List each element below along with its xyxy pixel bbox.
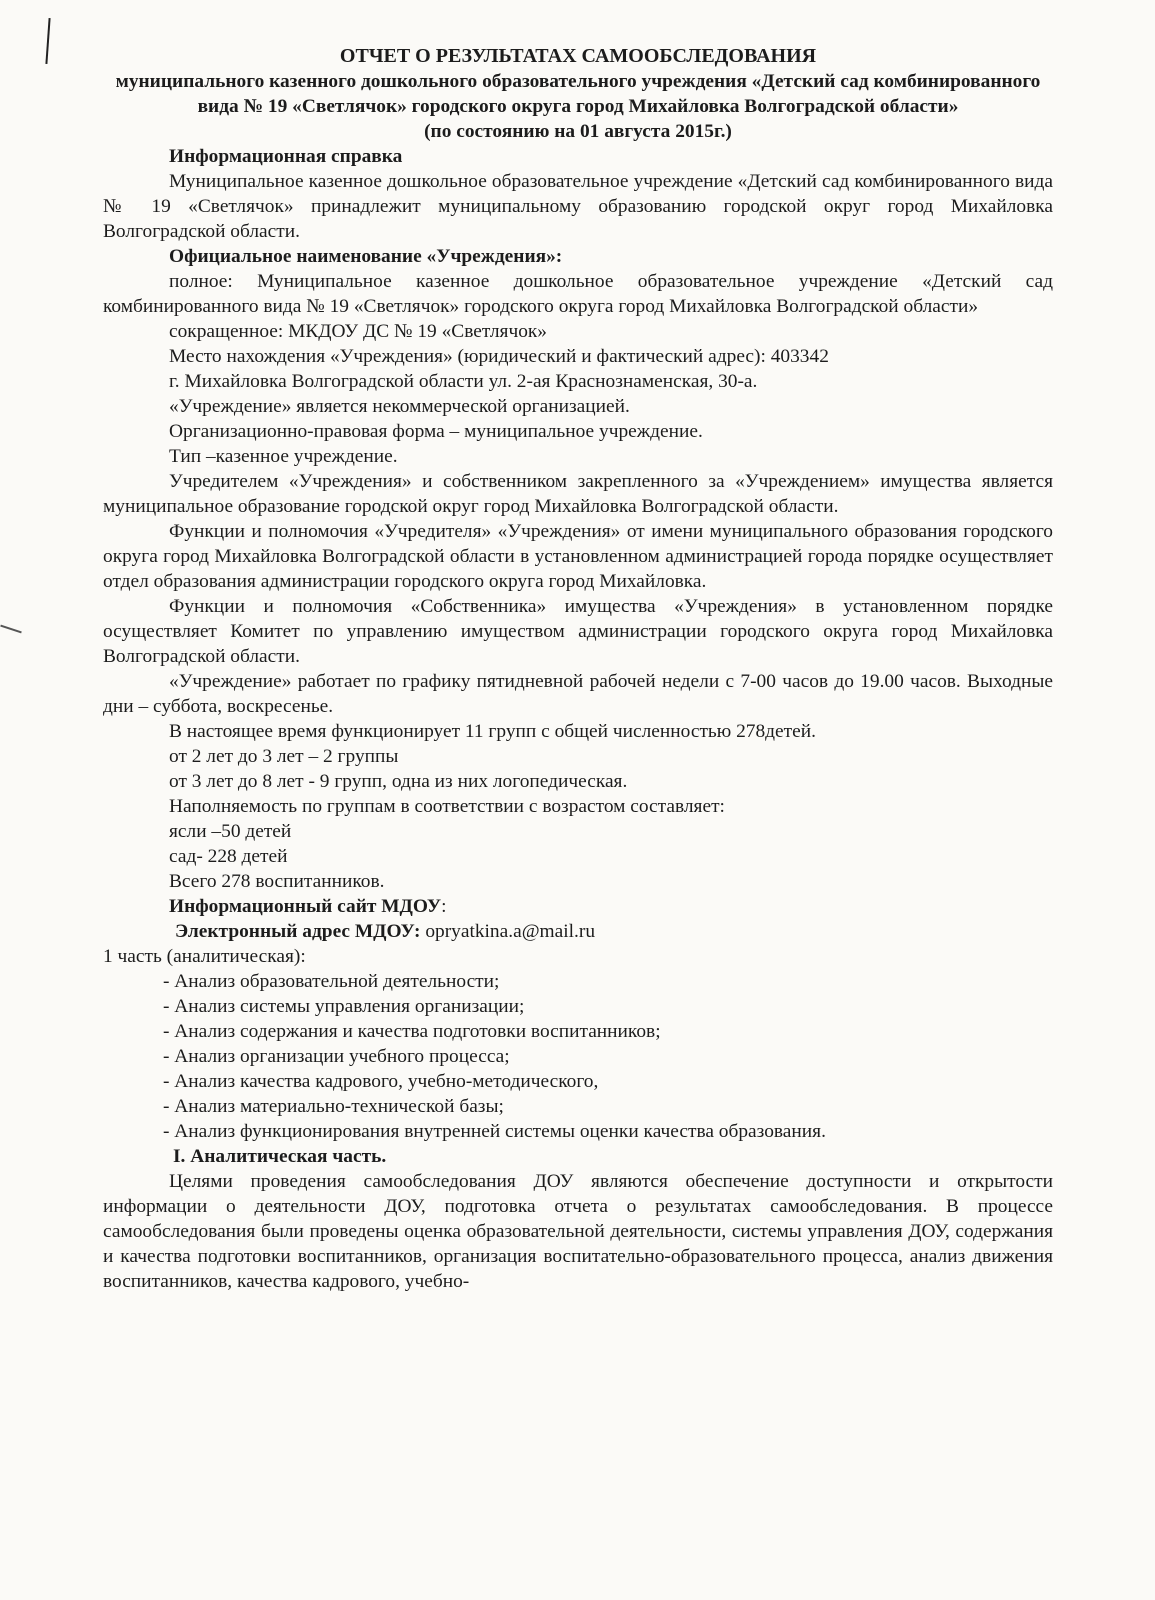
email-line (103, 919, 1053, 944)
list-item: - Анализ качества кадрового, учебно-методического, (163, 1071, 599, 1092)
email-label: Электронный адрес МДОУ: (175, 921, 421, 942)
analytic-list (103, 969, 1053, 1144)
nursery-count: ясли –50 детей (169, 821, 292, 842)
document-header (103, 44, 1053, 144)
info-paragraph: Муниципальное казенное дошкольное образовательное учреждение «Детский сад комбинированного вида № 19 «Светлячок» принадлежит муниципальному образованию городской округ город Михайловка Волгоградской области. (103, 171, 1053, 242)
noncommercial-status: «Учреждение» является некоммерческой организацией. (169, 396, 630, 417)
info-heading: Информационная справка (169, 146, 403, 167)
location: Место нахождения «Учреждения» (юридический и фактический адрес): 403342 (169, 346, 829, 367)
section-1-paragraph: Целями проведения самообследования ДОУ являются обеспечение доступности и открытости информации о деятельности ДОУ, подготовка отчета о результатах самообследования. В процессе самообследования были проведены оценка образовательной деятельности, системы управления ДОУ, содержания и качества подготовки воспитанников, организация воспитательно-образовательного процесса, анализ движения воспитанников, качества кадрового, учебно- (103, 1171, 1053, 1292)
analytic-list-intro: 1 часть (аналитическая): (103, 946, 306, 967)
list-item: - Анализ организации учебного процесса; (163, 1046, 510, 1067)
document-body (103, 44, 1053, 1294)
list-item: - Анализ системы управления организации; (163, 996, 525, 1017)
email-value: opryatkina.a@mail.ru (420, 921, 596, 942)
scan-edge-mark (0, 625, 22, 634)
garden-count: сад- 228 детей (169, 846, 288, 867)
report-date: (по состоянию на 01 августа 2015г.) (424, 121, 732, 142)
institution-type: Тип –казенное учреждение. (169, 446, 398, 467)
website-label: Информационный сайт МДОУ (169, 896, 442, 917)
owner-functions-paragraph: Функции и полномочия «Собственника» имущества «Учреждения» в установленном порядке осуществляет Комитет по управлению имуществом администрации городского округа город Михайловка Волгоградской области. (103, 596, 1053, 667)
report-subtitle: муниципального казенного дошкольного образовательного учреждения «Детский сад комбинированного вида № 19 «Светлячок» городского округа город Михайловка Волгоградской области» (115, 71, 1041, 117)
schedule-paragraph: «Учреждение» работает по графику пятидневной рабочей недели с 7-00 часов до 19.00 часов. Выходные дни – суббота, воскресенье. (103, 671, 1053, 717)
groups-total: В настоящее время функционирует 11 групп с общей численностью 278детей. (169, 721, 816, 742)
total-count: Всего 278 воспитанников. (169, 871, 385, 892)
website-colon: : (441, 896, 447, 917)
address: г. Михайловка Волгоградской области ул. 2-ая Краснознаменская, 30-а. (169, 371, 758, 392)
section-1-heading: I. Аналитическая часть. (173, 1146, 387, 1167)
legal-form: Организационно-правовая форма – муниципальное учреждение. (169, 421, 703, 442)
list-item: - Анализ функционирования внутренней системы оценки качества образования. (163, 1121, 826, 1142)
groups-age-3-8: от 3 лет до 8 лет - 9 групп, одна из них логопедическая. (169, 771, 628, 792)
list-item: - Анализ материально-технической базы; (163, 1096, 504, 1117)
official-name-heading: Официальное наименование «Учреждения»: (169, 246, 563, 267)
short-name: сокращенное: МКДОУ ДС № 19 «Светлячок» (169, 321, 548, 342)
website-line (103, 894, 1053, 919)
fill-heading: Наполняемость по группам в соответствии с возрастом составляет: (169, 796, 725, 817)
full-name: полное: Муниципальное казенное дошкольное образовательное учреждение «Детский сад комбинированного вида № 19 «Светлячок» городского округа город Михайловка Волгоградской области» (103, 271, 1053, 317)
report-title: ОТЧЕТ О РЕЗУЛЬТАТАХ САМООБСЛЕДОВАНИЯ (339, 45, 817, 67)
list-item: - Анализ содержания и качества подготовки воспитанников; (163, 1021, 661, 1042)
groups-age-2-3: от 2 лет до 3 лет – 2 группы (169, 746, 399, 767)
founder-paragraph: Учредителем «Учреждения» и собственником закрепленного за «Учреждением» имущества является муниципальное образование городской округ город Михайловка Волгоградской области. (103, 471, 1053, 517)
scan-margin-mark (45, 18, 50, 64)
founder-functions-paragraph: Функции и полномочия «Учредителя» «Учреждения» от имени муниципального образования городского округа город Михайловка Волгоградской области в установленном администрацией города порядке осуществляет отдел образования администрации городского округа город Михайловка. (103, 521, 1053, 592)
list-item: - Анализ образовательной деятельности; (163, 971, 500, 992)
